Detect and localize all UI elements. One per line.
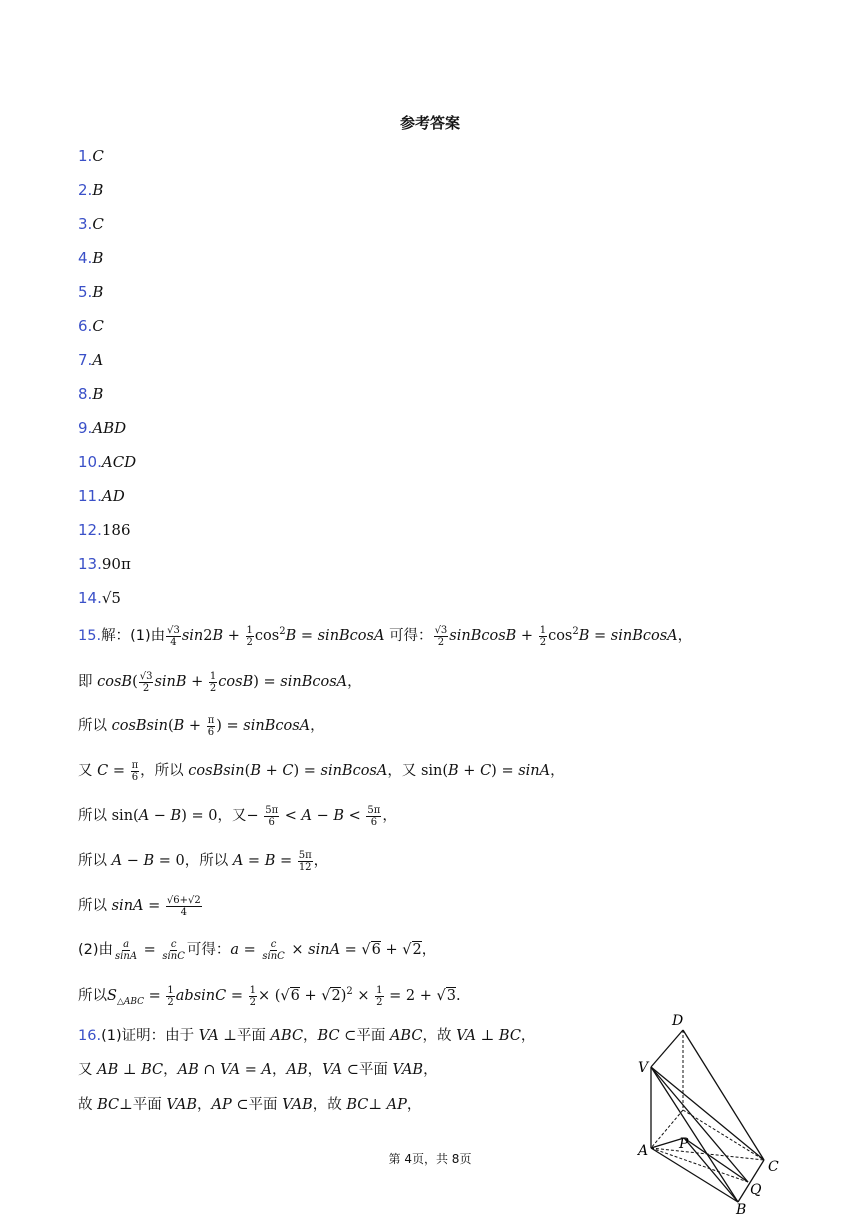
answer-number: 9. [78,419,93,437]
q16-line-3: 故 BC⊥平面 VAB，AP ⊂平面 VAB，故 BC⊥ AP， [78,1097,422,1113]
answer-number: 13. [78,555,102,573]
answer-item [78,588,121,608]
answer-item [78,146,104,166]
answer-item [78,350,103,370]
answer-number: 10. [78,453,102,471]
answer-value: √5 [101,589,121,607]
q15-line-6: 所以 A − B = 0，所以 A = B = $\frac{5\pi}{12}$ ， [78,849,329,873]
label-A: A [638,1143,649,1159]
q16-number: 16. [78,1028,102,1044]
label-Q: Q [750,1182,762,1198]
answer-value: 186 [101,521,131,539]
answer-item [78,554,131,574]
q15-solution-label: 解： [101,628,131,644]
q15-line-9: 所以$S_{\triangle ABC}$ = $\frac{1}{2}$ absinC = $\frac{1}{2}$ × $(√6 + √2)^2$ × $\frac{1}{2}$ = 2 + √3. [78,984,461,1008]
answer-value: B [92,181,104,199]
answer-number: 12. [78,521,102,539]
q16-prefix-3: 故 [78,1097,93,1113]
q15-line-8: (2)由 $\frac{a}{\sin A}$ = $\frac{c}{\sin C}$ 可得：a = $\frac{c}{\sin C}$ × sinA = √6 + √2， [78,938,437,962]
q15-line-3: 所以 cosBsin(B + $\frac{\pi}{6}$ ) = sinBcosA， [78,714,325,738]
answer-item [78,418,126,438]
answer-value: B [92,385,104,403]
q15-line-2: 即 cosB( $\frac{√3}{2}$ sinB + $\frac{1}{2}$ cosB) = sinBcosA， [78,670,362,694]
q15-kw: 可得： [186,942,231,958]
q15-kw: 所以 [78,853,107,869]
q15-part2-label: (2)由 [78,942,114,958]
geometry-figure [636,1010,786,1216]
q15-part1-label: (1)由 [130,628,166,644]
answer-number: 3. [78,215,93,233]
label-B: B [736,1202,747,1216]
answer-item [78,384,103,404]
answer-number: 14. [78,589,102,607]
answer-value: B [92,283,104,301]
answer-item [78,214,104,234]
q15-number: 15. [78,628,102,644]
label-V: V [638,1060,649,1076]
q15-kw: 所以 [78,988,107,1004]
q15-kw: 所以 [78,808,107,824]
answer-number: 6. [78,317,93,335]
page-title: 参考答案 [399,114,460,132]
q15-line-4: 又 C = $\frac{\pi}{6}$ ，所以 cosBsin(B + C) = sinBcosA，又 sin(B + C) = sinA， [78,759,565,783]
fraction: $\frac{√3}{4}$ [167,624,180,648]
q15-kw: 又 [78,763,93,779]
answer-item [78,486,125,506]
answer-number: 8. [78,385,93,403]
answer-value: C [92,317,104,335]
label-C: C [768,1159,779,1175]
answer-item [78,316,104,336]
answer-item [78,248,103,268]
q16-line-1: 16.(1)证明：由于 VA ⊥平面 ABC，BC ⊂平面 ABC，故 VA ⊥ BC， [78,1028,536,1044]
q15-line-1: 15.解：(1)由 $\frac{√3}{4}$ sin2B + $\frac{1}{2}$ $\cos^2B$ = sinBcosA 可得： $\frac{√3}{2}$ sinBcosB + $\frac{1}{2}$ $\cos^2B$ = sinBcosA， [78,624,693,648]
answer-value: ABD [92,419,127,437]
answer-value: ACD [101,453,137,471]
answer-number: 2. [78,181,93,199]
answer-number: 11. [78,487,102,505]
figure-solid-edges [651,1030,764,1202]
answer-item [78,452,136,472]
answer-number: 4. [78,249,93,267]
label-P: P [679,1136,689,1152]
q16-prefix-1: (1)证明：由于 [101,1028,195,1044]
answer-item [78,180,103,200]
answer-value: 90π [101,555,131,573]
q15-kw: 所以 [78,718,107,734]
page-footer: 第 4页，共 8页 [388,1152,472,1166]
answer-value: C [92,215,104,233]
answer-number: 7. [78,351,93,369]
answer-number: 1. [78,147,93,165]
q16-line-2: 又 AB ⊥ BC，AB ∩ VA = A，AB，VA ⊂平面 VAB， [78,1062,438,1078]
answer-value: B [92,249,104,267]
q16-prefix-2: 又 [78,1062,93,1078]
answer-value: A [92,351,104,369]
q15-kw: 又 [231,808,247,824]
label-D: D [672,1013,684,1029]
q15-line-5: 所以 sin(A − B) = 0，又− $\frac{5\pi}{6}$ < A − B < $\frac{5\pi}{6}$ ， [78,804,397,828]
answer-value: C [92,147,104,165]
answer-item [78,282,103,302]
q15-kw: 又 [401,763,417,779]
q15-kw: 即 [78,674,93,690]
answer-item [78,520,131,540]
answer-value: AD [101,487,125,505]
q15-line-7: 所以 sinA = $\frac{√6+√2}{4}$ [78,894,201,918]
answer-number: 5. [78,283,93,301]
q15-kw: 可得： [389,628,433,644]
q15-kw: 所以 [78,898,107,914]
